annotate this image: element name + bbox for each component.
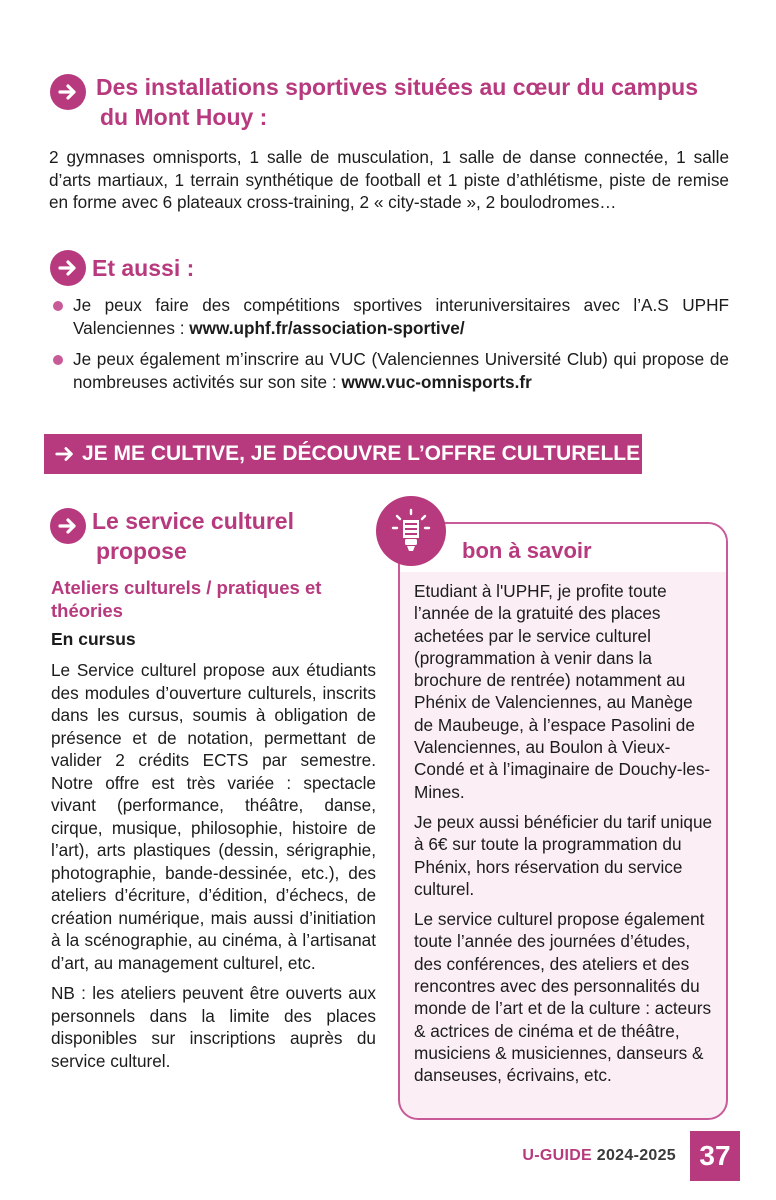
section-heading-also: [50, 250, 194, 286]
guide-year: 2024-2025: [596, 1147, 676, 1164]
tip-title: bon à savoir: [462, 538, 592, 563]
list-item: [51, 294, 729, 340]
arrow-right-icon: [50, 508, 86, 544]
heading-line: Des installations sportives situées au cœur du campus: [96, 74, 699, 100]
workshops-subheading: Ateliers culturels / pratiques et théories: [51, 577, 322, 621]
heading-title: Et aussi :: [92, 255, 195, 281]
heading-line: du Mont Houy :: [100, 104, 268, 130]
list-item-text: Je peux également m’inscrire au VUC (Valenciennes Université Club) qui propose de nombreuses activités sur son site :: [73, 349, 729, 392]
association-sportive-link[interactable]: www.uphf.fr/association-sportive/: [189, 318, 465, 338]
vuc-omnisports-link[interactable]: www.vuc-omnisports.fr: [341, 372, 532, 392]
tip-paragraph: Etudiant à l'UPHF, je profite toute l’année de la gratuité des places achetées par le service culturel (programmation à venir dans la brochure de rentrée) notamment au Phénix de Valenciennes, au Manège de Maubeuge, à l’espace Pasolini de Valenciennes, au Boulon à Vieux-Condé et à l’imaginaire de Douchy-les-Mines.: [414, 581, 711, 802]
guide-label: U-GUIDE: [522, 1147, 593, 1164]
tip-paragraph: Le service culturel propose également toute l’année des journées d’études, des conférences, des ateliers et des rencontres avec des personnalités du monde de l’art et de la culture : acteurs & actrices de cinéma et de théâtre, musiciens & musiciennes, danseurs & danseuses, écrivains, etc.: [414, 909, 712, 1086]
tip-header: [400, 524, 726, 572]
cursus-title: En cursus: [51, 629, 136, 649]
culture-service-body: [51, 659, 376, 1080]
bullet-icon: [53, 301, 63, 311]
list-item: [51, 348, 729, 394]
arrow-right-icon: [50, 74, 86, 110]
bullet-icon: [53, 355, 63, 365]
banner-label: JE ME CULTIVE, JE DÉCOUVRE L’OFFRE CULTURELLE: [82, 442, 641, 465]
arrow-right-icon: [50, 250, 86, 286]
footer-guide-label: [522, 1147, 676, 1165]
section-heading-culture-service: [50, 506, 294, 566]
arrow-right-icon: [54, 443, 76, 465]
also-list: [51, 294, 729, 402]
body-paragraph: NB : les ateliers peuvent être ouverts aux personnels dans la limite des places disponibles sur inscriptions auprès du service culturel.: [51, 983, 376, 1071]
section-heading-sport-facilities: [50, 72, 740, 132]
body-paragraph: Le Service culturel propose aux étudiants des modules d’ouverture culturels, inscrits dans les cursus, soumis à obligation de présence et de notation, permettant de valider 2 crédits ECTS par semestre. Notre offre est très variée : spectacle vivant (performance, théâtre, danse, cirque, musique, philosophie, histoire de l’art), arts plastiques (dessin, sérigraphie, photographie, bande-dessinée, etc.), des ateliers d’écriture, d’édition, d’échecs, de création numérique, mais aussi d’initiation à la scénographie, au cinéma, à l’artisanat d’art, au management culturel, etc.: [51, 660, 376, 973]
section-banner-culture: [44, 434, 642, 474]
tip-paragraph: Je peux aussi bénéficier du tarif unique à 6€ sur toute la programmation du Phénix, hors réservation du service culturel.: [414, 811, 713, 899]
tip-body: [414, 580, 716, 1095]
list-item-text: Je peux faire des compétitions sportives interuniversitaires avec l’A.S UPHF Valenciennes :: [73, 295, 729, 338]
heading-line: propose: [96, 538, 187, 564]
sport-facilities-text: 2 gymnases omnisports, 1 salle de musculation, 1 salle de danse connectée, 1 salle d’arts martiaux, 1 terrain synthétique de football et 1 piste d’athlétisme, piste de remise en forme avec 6 plateaux cross-training, 2 « city-stade », 2 boulodromes…: [49, 147, 729, 212]
page-number: 37: [690, 1131, 740, 1181]
heading-line: Le service culturel: [92, 508, 294, 534]
good-to-know-box: [398, 522, 728, 1120]
lightbulb-icon: [376, 496, 446, 566]
